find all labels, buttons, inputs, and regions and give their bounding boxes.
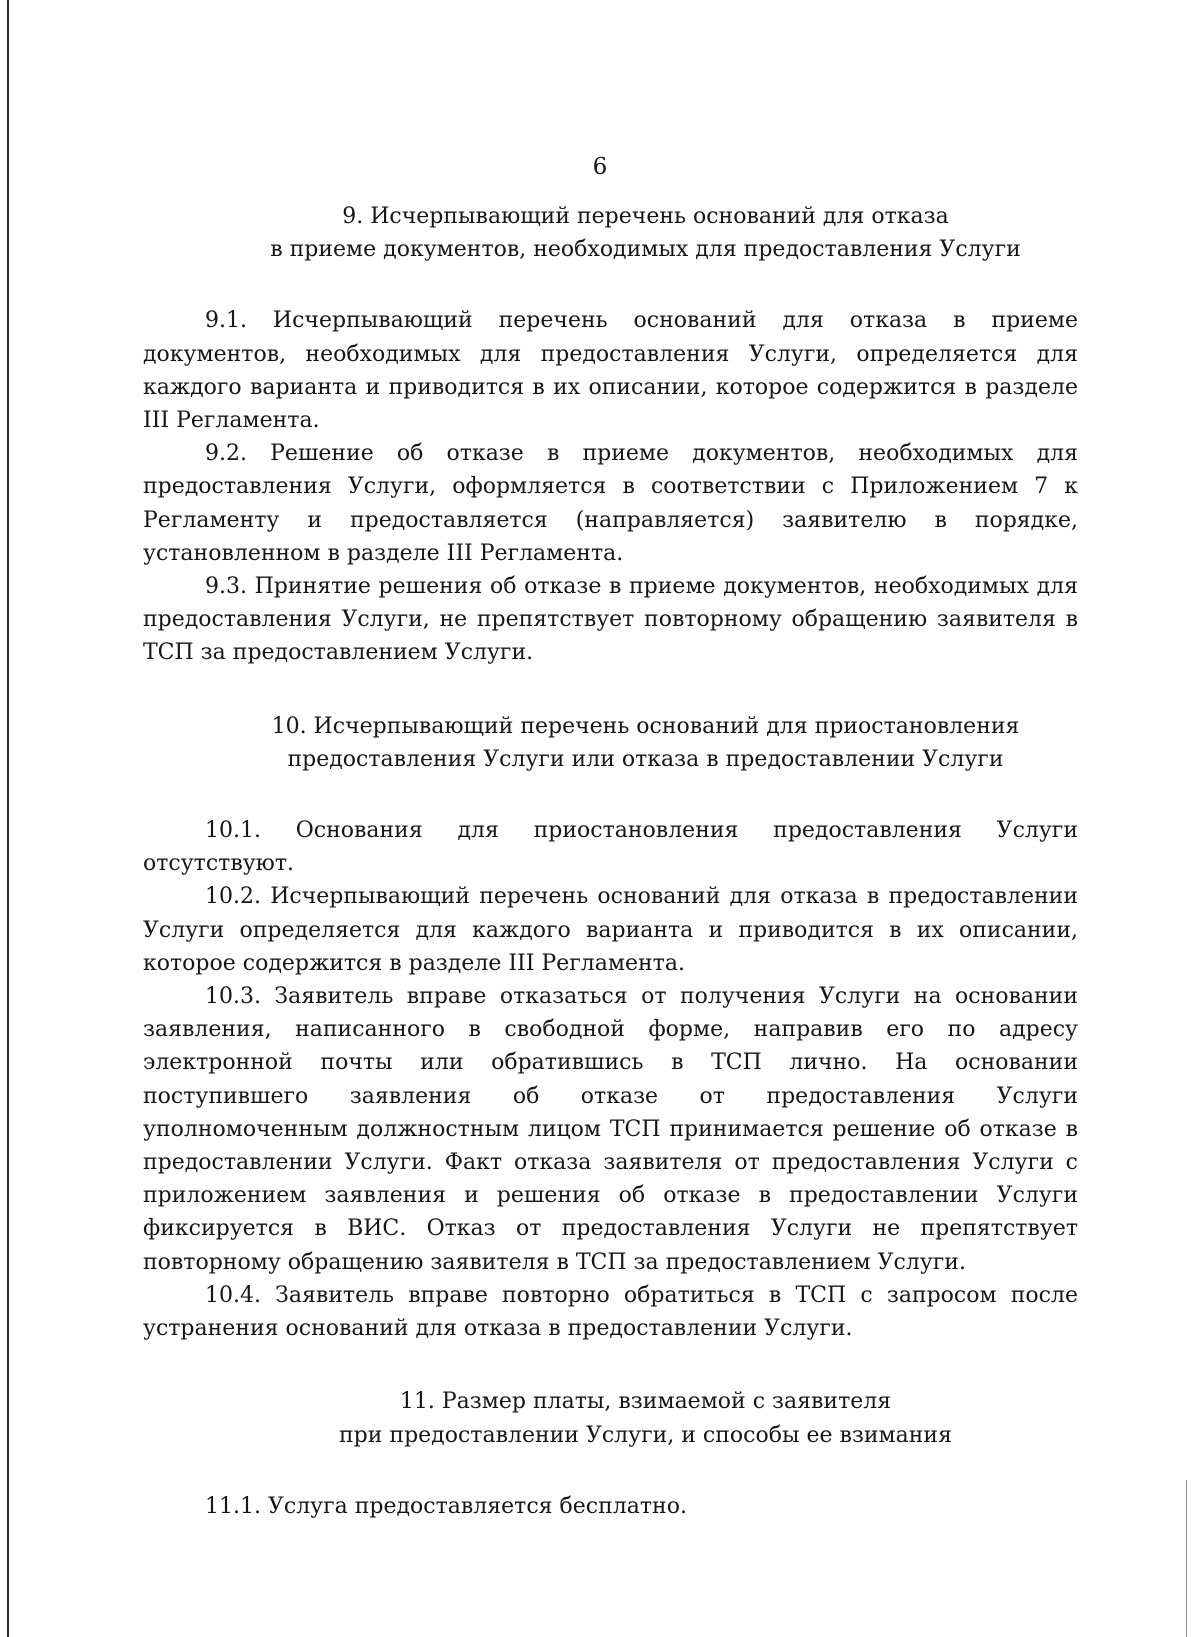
paragraph-10-3: 10.3. Заявитель вправе отказаться от получения Услуги на основании заявления, написанного в свободной форме, направив его по адресу электронной почты или обратившись в ТСП лично. На основании поступившего заявления об отказе от предоставления Услуги уполномоченным должностным лицом ТСП принимается решение об отказе в предоставлении Услуги. Факт отказа заявителя от предоставления Услуги с приложением заявления и решения об отказе в предоставлении Услуги фиксируется в ВИС. Отказ от предоставления Услуги не препятствует повторному обращению заявителя в ТСП за предоставлением Услуги. xyxy=(143,984,1078,1275)
section-heading xyxy=(143,710,1078,776)
section-body xyxy=(143,814,1078,1345)
section-body xyxy=(143,1490,1078,1523)
section-heading-line: в приеме документов, необходимых для предоставления Услуги xyxy=(270,237,1021,263)
paragraph-9-3: 9.3. Принятие решения об отказе в приеме документов, необходимых для предоставления Услуги, не препятствует повторному обращению заявителя в ТСП за предоставлением Услуги. xyxy=(143,574,1078,666)
section-heading xyxy=(143,200,1078,266)
section-body xyxy=(143,304,1078,669)
section-9 xyxy=(143,200,1078,670)
page-number: 6 xyxy=(592,154,608,180)
paragraph-10-1: 10.1. Основания для приостановления предоставления Услуги отсутствуют. xyxy=(143,818,1078,877)
section-10 xyxy=(143,710,1078,1346)
section-heading-line: при предоставлении Услуги, и способы ее взимания xyxy=(339,1422,952,1448)
section-heading-line: 9. Исчерпывающий перечень оснований для отказа xyxy=(342,204,949,229)
paragraph-9-2: 9.2. Решение об отказе в приеме документов, необходимых для предоставления Услуги, оформляется в соответствии с Приложением 7 к Регламенту и предоставляется (направляется) заявителю в порядке, установленном в разделе III Регламента. xyxy=(143,441,1078,566)
paragraph-11-1: 11.1. Услуга предоставляется бесплатно. xyxy=(205,1493,687,1519)
paragraph-9-1: 9.1. Исчерпывающий перечень оснований для отказа в приеме документов, необходимых для предоставления Услуги, определяется для каждого варианта и приводится в их описании, которое содержится в разделе III Регламента. xyxy=(143,308,1078,434)
section-heading xyxy=(143,1385,1078,1451)
paragraph-10-4: 10.4. Заявитель вправе повторно обратиться в ТСП с запросом после устранения оснований для отказа в предоставлении Услуги. xyxy=(143,1282,1078,1342)
section-heading-line: 11. Размер платы, взимаемой с заявителя xyxy=(399,1389,892,1415)
section-heading-line: предоставления Услуги или отказа в предоставлении Услуги xyxy=(287,746,1004,772)
section-heading-line: 10. Исчерпывающий перечень оснований для приостановления xyxy=(271,713,1020,739)
scan-edge-line-right xyxy=(1186,1480,1187,1637)
section-11 xyxy=(143,1385,1078,1523)
scan-edge-line-left xyxy=(7,0,9,1637)
document-body xyxy=(143,200,1078,1563)
paragraph-10-2: 10.2. Исчерпывающий перечень оснований для отказа в предоставлении Услуги определяется для каждого варианта и приводится в их описании, которое содержится в разделе III Регламента. xyxy=(143,884,1078,976)
